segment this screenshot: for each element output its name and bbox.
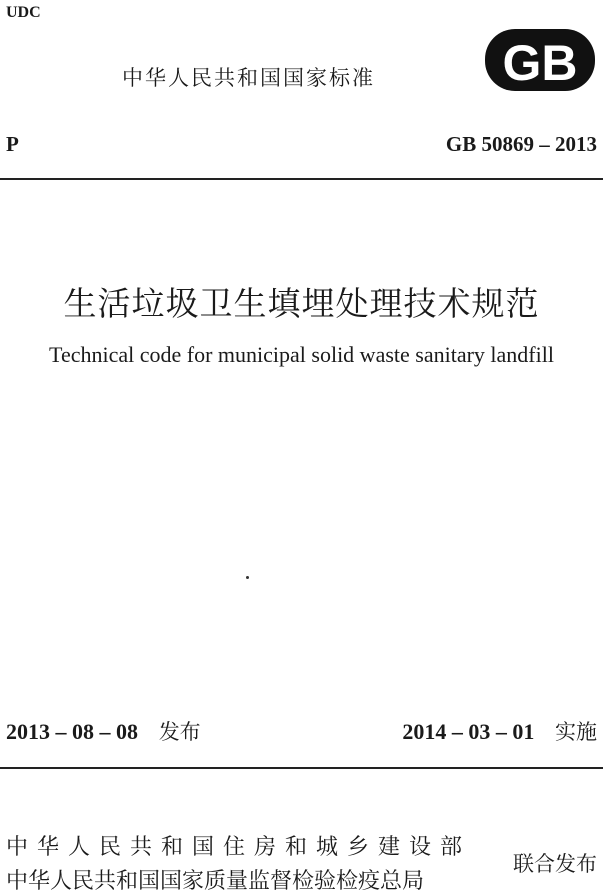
issuer-aqsiq: 中华人民共和国国家质量监督检验检疫总局 [6,869,425,894]
issue-label: 发布 [158,720,201,744]
bottom-divider [0,767,603,769]
implementation-label: 实施 [555,720,597,744]
implementation-date: 2014 – 03 – 01 [402,719,535,744]
issuer-ministry: 中华人民共和国住房和城乡建设部 [6,835,472,860]
gb-logo-icon [484,28,596,92]
joint-issue-label: 联合发布 [513,852,597,876]
document-title-english: Technical code for municipal solid waste sanitary landfill [49,342,554,367]
document-title-chinese: 生活垃圾卫生填埋处理技术规范 [63,284,540,323]
standard-category: 中华人民共和国国家标准 [122,66,375,90]
implementation-date-block [402,716,597,746]
issue-date-block [6,716,201,746]
speck [246,576,249,579]
top-divider [0,178,603,180]
gb-logo-text: GB [502,35,578,91]
standard-number: GB 50869 – 2013 [445,132,597,156]
issue-date: 2013 – 08 – 08 [6,719,138,744]
udc-label: UDC [6,4,41,21]
classification-code: P [6,132,19,156]
